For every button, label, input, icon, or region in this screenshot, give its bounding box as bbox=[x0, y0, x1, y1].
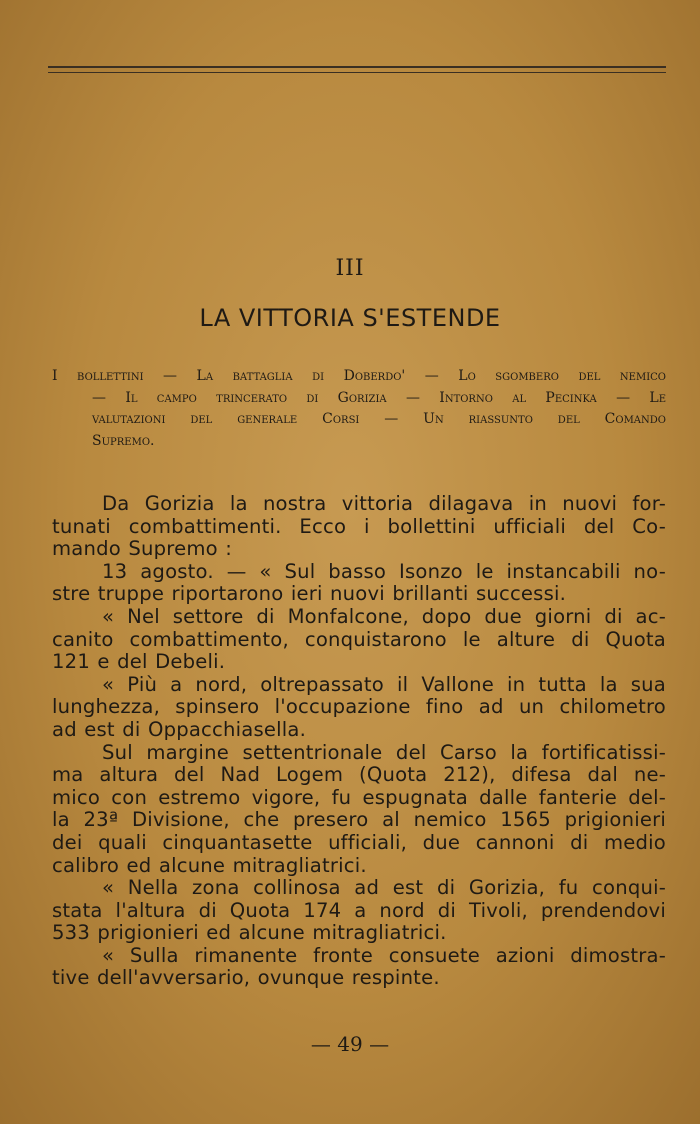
body-line: 121 e del Debeli. bbox=[52, 650, 226, 674]
chapter-title: LA VITTORIA S'ESTENDE bbox=[199, 304, 501, 332]
summary-line: valutazioni del generale Corsi — Un riassunto del Comando bbox=[92, 411, 666, 427]
body-line: canito combattimento, conquistarono le alture di Quota bbox=[52, 627, 666, 651]
body-line: ma altura del Nad Logem (Quota 212), difesa dal ne- bbox=[52, 763, 666, 787]
body-line: tunati combattimenti. Ecco i bollettini ufficiali del Co- bbox=[52, 514, 666, 538]
header-rule bbox=[48, 66, 666, 76]
body-line: « Sulla rimanente fronte consuete azioni dimostra- bbox=[102, 943, 666, 967]
body-line: 13 agosto. — « Sul basso Isonzo le instancabili no- bbox=[102, 559, 666, 583]
summary-line: — Il campo trincerato di Gorizia — Intorno al Pecinka — Le bbox=[92, 389, 666, 406]
body-line: dei quali cinquantasette ufficiali, due cannoni di medio bbox=[52, 830, 666, 854]
body-text bbox=[52, 493, 666, 990]
body-line: « Nel settore di Monfalcone, dopo due giorni di ac- bbox=[102, 604, 666, 628]
summary-line: I bollettini — La battaglia di Doberdo' — Lo sgombero del nemico bbox=[52, 368, 666, 384]
body-line: Da Gorizia la nostra vittoria dilagava in nuovi for- bbox=[102, 492, 666, 515]
page-number: — 49 — bbox=[310, 1032, 390, 1056]
body-line: stata l'altura di Quota 174 a nord di Tivoli, prendendovi bbox=[52, 898, 666, 922]
body-line: « Nella zona collinosa ad est di Gorizia, fu conqui- bbox=[102, 876, 666, 900]
body-line: lunghezza, spinsero l'occupazione fino ad un chilometro bbox=[52, 695, 666, 719]
body-line: Sul margine settentrionale del Carso la fortificatissi- bbox=[102, 740, 666, 764]
body-line: la 23ª Divisione, che presero al nemico 1565 prigionieri bbox=[52, 808, 666, 832]
summary-line: Supremo. bbox=[92, 432, 155, 449]
body-line: mando Supremo : bbox=[52, 537, 233, 561]
chapter-summary bbox=[52, 366, 666, 452]
body-line: « Più a nord, oltrepassato il Vallone in tutta la sua bbox=[102, 672, 666, 696]
body-line: tive dell'avversario, ovunque respinte. bbox=[52, 966, 440, 990]
chapter-number: III bbox=[335, 256, 365, 281]
body-line: stre truppe riportarono ieri nuovi brillanti successi. bbox=[52, 582, 567, 606]
body-line: mico con estremo vigore, fu espugnata dalle fanterie del- bbox=[52, 785, 666, 809]
body-line: 533 prigionieri ed alcune mitragliatrici. bbox=[52, 921, 447, 945]
body-line: ad est di Oppacchiasella. bbox=[52, 717, 307, 741]
body-line: calibro ed alcune mitragliatrici. bbox=[52, 853, 367, 877]
